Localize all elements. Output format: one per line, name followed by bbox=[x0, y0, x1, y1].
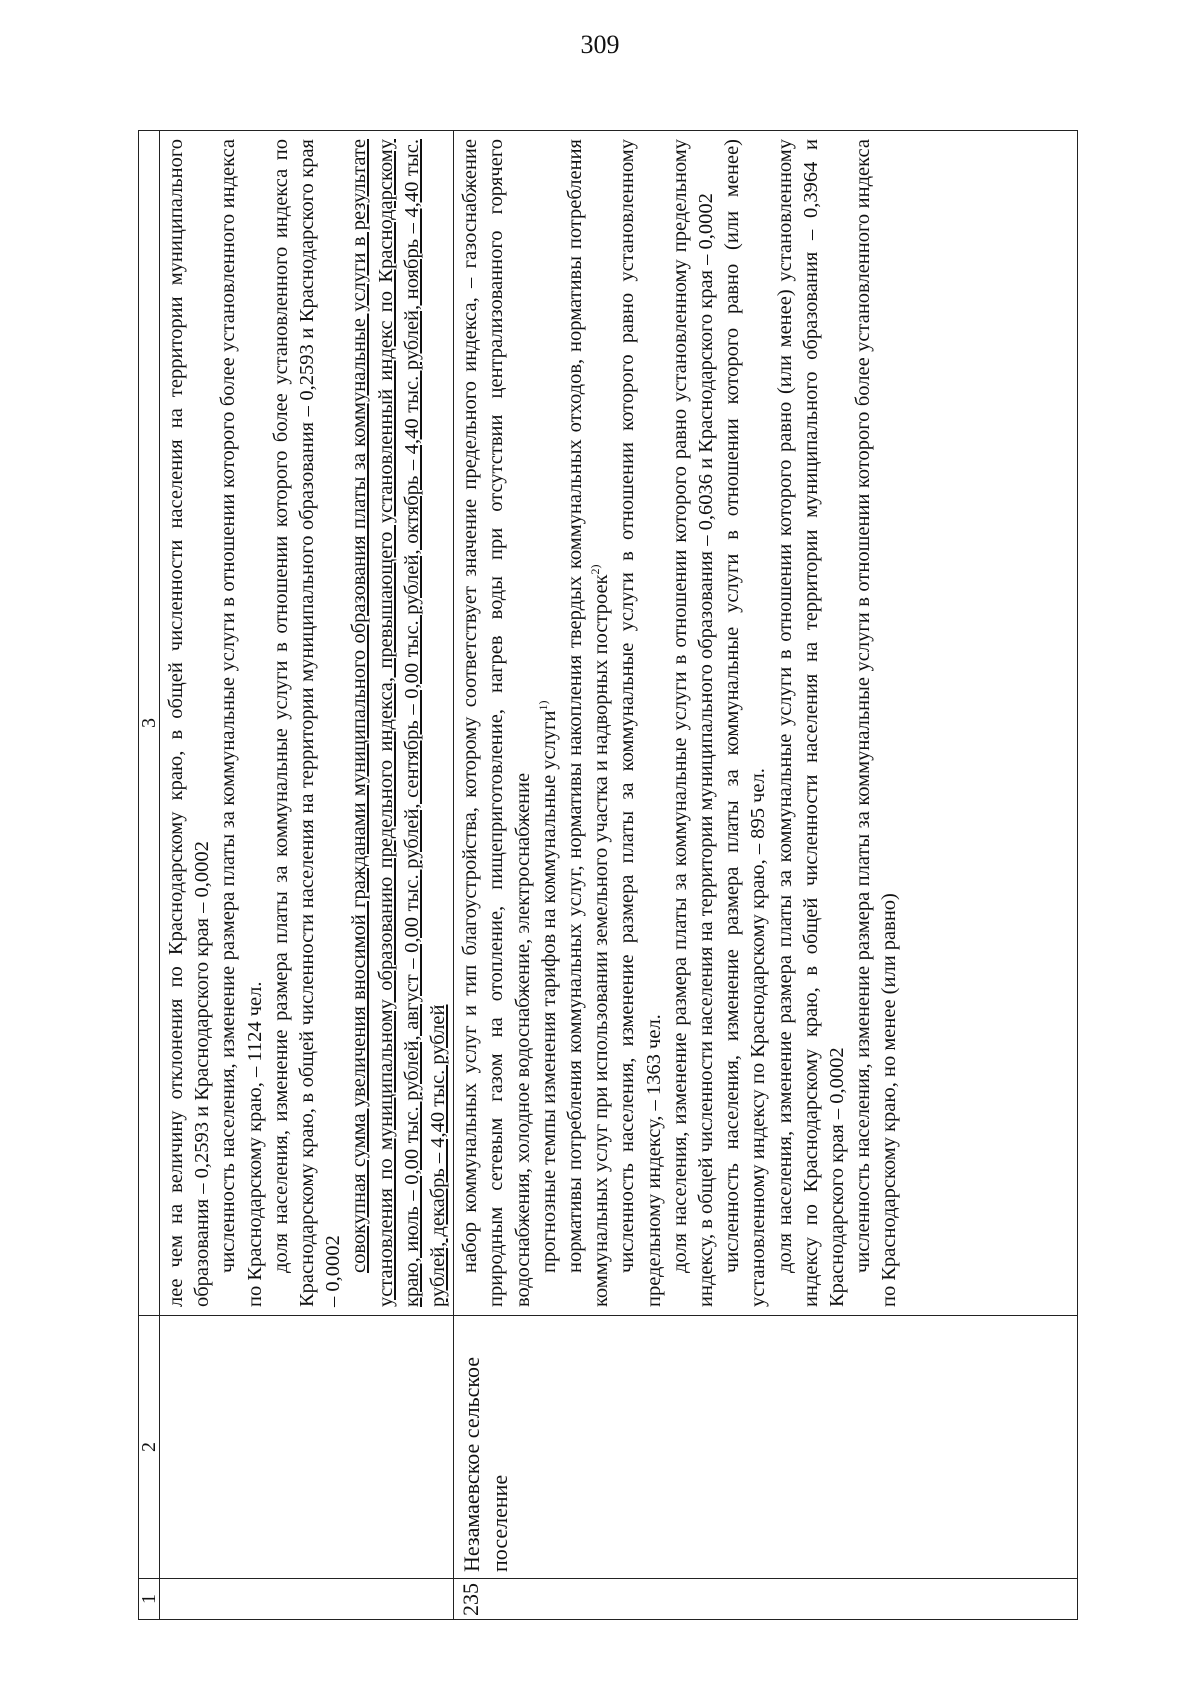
description-paragraph bbox=[614, 139, 666, 1307]
row-number: 235 bbox=[454, 1579, 1078, 1620]
paragraph-text: доля населения, изменение размера платы за коммунальные услуги в отношении которого равно (или менее) установленному индексу по Краснодарскому краю, в общей численности населения на территории муниципального образования – 0,3964 и Краснодарского края – 0,0002 bbox=[773, 139, 849, 1307]
paragraph-text: численность населения, изменение размера платы за коммунальные услуги в отношении которого равно (или менее) установленному индексу по Краснодарскому краю, – 895 чел. bbox=[721, 139, 770, 1307]
description-paragraph bbox=[562, 139, 614, 1307]
settlement-name: Незамаевское сельское поселение bbox=[454, 1316, 1078, 1579]
table-row-continuation bbox=[160, 131, 454, 1620]
row-description bbox=[160, 131, 454, 1316]
description-paragraph bbox=[772, 139, 851, 1307]
description-paragraph bbox=[667, 139, 719, 1307]
description-paragraph bbox=[457, 139, 536, 1307]
description-paragraph bbox=[163, 139, 215, 1307]
description-paragraph bbox=[850, 139, 902, 1307]
settlement-name bbox=[160, 1316, 454, 1579]
paragraph-text: прогнозные темпы изменения тарифов на коммунальные услуги bbox=[537, 710, 560, 1273]
data-table bbox=[138, 130, 1078, 1620]
rotated-table-container bbox=[138, 130, 1078, 1620]
paragraph-text: совокупная сумма увеличения вносимой гражданами муниципального образования платы за коммунальные услуги в результате установления по муниципальному образованию предельного индекса, превышающего установленный индекс по Краснодарскому краю, июль – 0,00 тыс. рублей, август – 0,00 тыс. рублей, сентябрь – 0,00 тыс. рублей, октябрь – 4,40 тыс. рублей, ноябрь – 4,40 тыс. рублей, декабрь – 4,40 тыс. рублей bbox=[348, 139, 450, 1307]
header-col-3: 3 bbox=[139, 131, 160, 1316]
row-number bbox=[160, 1579, 454, 1620]
description-paragraph bbox=[215, 139, 267, 1307]
description-paragraph bbox=[719, 139, 771, 1307]
table-row-235 bbox=[454, 131, 1078, 1620]
page-number: 309 bbox=[580, 30, 620, 59]
paragraph-text: набор коммунальных услуг и тип благоустройства, которому соответствует значение предельного индекса, – газоснабжение природным сетевым газом на отопление, пищеприготовление, нагрев воды при отсутствии централизованного горячего водоснабжения, холодное водоснабжение, электроснабжение bbox=[459, 139, 534, 1307]
header-col-2: 2 bbox=[139, 1316, 160, 1579]
footnote-mark: 1) bbox=[536, 700, 551, 711]
row-description bbox=[454, 131, 1078, 1316]
header-col-1: 1 bbox=[139, 1579, 160, 1620]
paragraph-text: доля населения, изменение размера платы за коммунальные услуги в отношении которого более установленного индекса по Краснодарскому краю, в общей численности населения на территории муниципального образования – 0,2593 и Краснодарского края – 0,0002 bbox=[269, 139, 345, 1307]
description-paragraph bbox=[268, 139, 347, 1307]
paragraph-text: лее чем на величину отклонения по Краснодарскому краю, в общей численности населения на территории муниципального образования – 0,2593 и Краснодарского края – 0,0002 bbox=[165, 139, 214, 1307]
description-paragraph bbox=[346, 139, 451, 1307]
paragraph-text: доля населения, изменение размера платы за коммунальные услуги в отношении которого равно установленному предельному индексу, в общей численности населения на территории муниципального образования – 0,6036 и Краснодарского края – 0,0002 bbox=[668, 139, 718, 1307]
paragraph-text: численность населения, изменение размера платы за коммунальные услуги в отношении которого более установленного индекса по Краснодарскому краю, но менее (или равно) bbox=[852, 139, 901, 1307]
paragraph-text: численность населения, изменение размера платы за коммунальные услуги в отношении которого равно установленному предельному индексу, – 1363 чел. bbox=[616, 139, 665, 1307]
description-paragraph bbox=[536, 139, 562, 1307]
footnote-mark: 2) bbox=[588, 564, 603, 575]
table-header-row bbox=[139, 131, 160, 1620]
paragraph-text: численность населения, изменение размера платы за коммунальные услуги в отношении которого более установленного индекса по Краснодарскому краю, – 1124 чел. bbox=[217, 139, 266, 1307]
paragraph-text: нормативы потребления коммунальных услуг, нормативы накопления твердых коммунальных отходов, нормативы потребления коммунальных услуг при использовании земельного участка и надворных построек bbox=[564, 139, 613, 1307]
